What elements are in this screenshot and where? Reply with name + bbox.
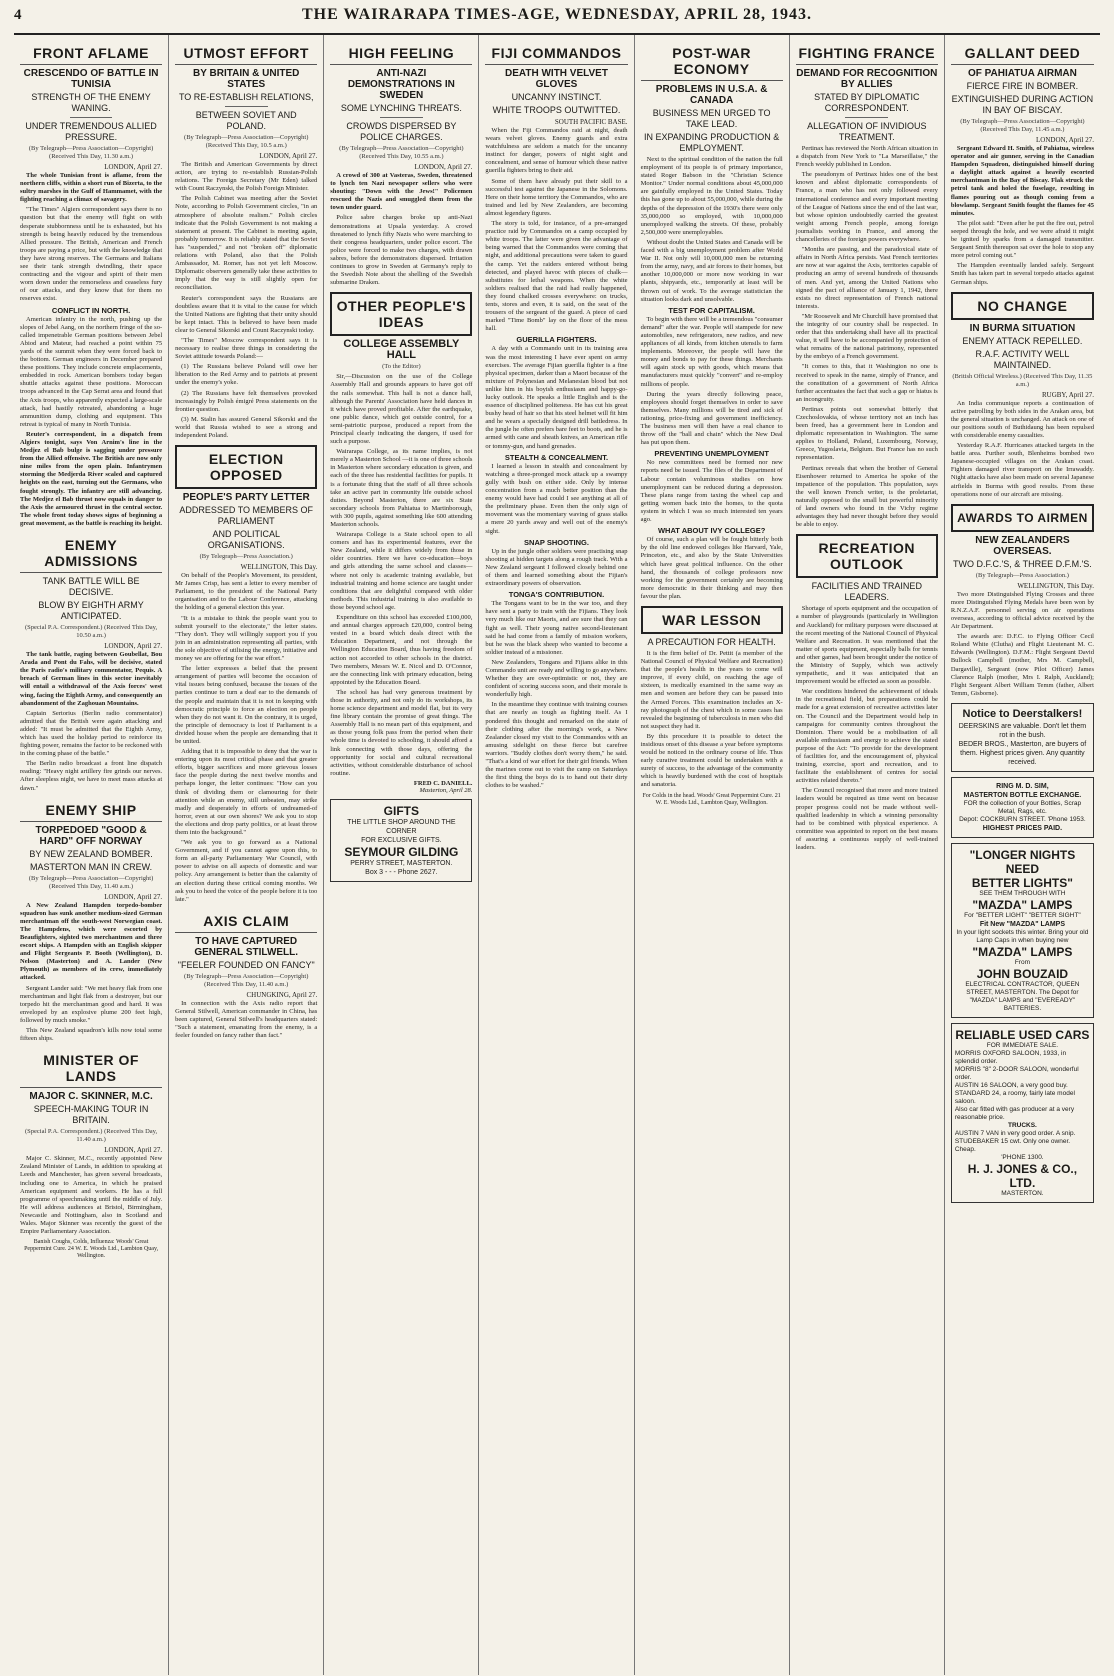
paragraph: During the years directly following peace, employees should forget themselves in order to save themselves. Many millions will be tired and sick of rationing, price-fixing and government inefficiency. The business men will then have a real chance to throw off the "ball and chain" which the New Deal has put upon them.: [640, 390, 783, 447]
deck: ALLEGATION OF INVIDIOUS TREATMENT.: [807, 121, 927, 142]
deck: STRENGTH OF THE ENEMY WANING.: [31, 92, 151, 113]
deck: TO RE-ESTABLISH RELATIONS,: [178, 92, 314, 102]
paragraph: Yesterday R.A.F. Hurricanes attacked targets in the battle area. Further south, Blenheims bombed two Japanese-occupied villages on the Arakan coast. Fighters damaged river transport on the Irrawaddy. Night attacks have also been made on several Japanese airfields in Burma with good results. From these operations none of our aircraft are missing.: [950, 442, 1094, 498]
ad-line: Depot: COCKBURN STREET. 'Phone 1953.: [959, 815, 1086, 823]
headline: FRONT AFLAME: [20, 41, 162, 65]
ad-item: AUSTIN 16 SALOON, a very good buy.: [954, 1081, 1068, 1089]
credit-line: (By Telegraph—Press Association.): [199, 553, 293, 561]
deck: DEATH WITH VELVET GLOVES: [505, 68, 608, 90]
article-recreation-outlook: [796, 534, 938, 852]
deck: TWO D.F.C.'S, & THREE D.F.M.'S.: [953, 558, 1092, 569]
ad-line: BEDER BROS., Masterton, are buyers of them. Highest prices given. Any quantity received.: [958, 740, 1087, 766]
paragraph: Up in the jungle other soldiers were practising snap shooting at hidden targets along a rough track. With a New Zealand sergeant I followed closely behind one of them and learned something about the Fijian's extraordinary powers of observation.: [485, 547, 628, 588]
column-2: [169, 35, 324, 1675]
ad-item: MORRIS OXFORD SALOON, 1933, in splendid order.: [954, 1049, 1067, 1065]
column-4: [479, 35, 634, 1675]
deck: MAJOR C. SKINNER, M.C.: [29, 1091, 153, 1103]
ad-mazda-lamps: [951, 843, 1094, 1018]
subheading: PREVENTING UNEMPLOYMENT: [654, 449, 769, 459]
article-body: [951, 591, 1094, 698]
paragraph: The whole Tunisian front is aflame, from the northern cliffs, within a short run of Bizerta, to the sultry marshes in the Gulf of Hammamet, with the fighting reaching a climax of savagery.: [20, 172, 163, 204]
subheading: TONGA'S CONTRIBUTION.: [508, 590, 605, 600]
deck: DEMAND FOR RECOGNITION BY ALLIES: [796, 68, 938, 90]
paragraph: Pertinax reveals that when the brother of General Eisenhower returned to America he spoke of the impatience of the population. This population, says the well known French writer, is the proletariat, naturally opposed to the small but powerful minority of land owners who found in the Vichy regime advantages they had never thought before they would be able to enjoy.: [795, 464, 938, 529]
ad-line: "MAZDA" LAMPS: [972, 897, 1073, 912]
article-body: [330, 373, 472, 778]
article-post-war-economy: [641, 41, 783, 601]
deck: EXTINGUISHED DURING ACTION IN BAY OF BISCAY.: [951, 94, 1094, 115]
paragraph: Of course, such a plan will be fought bitterly both by the old line endowed colleges like Harvard, Yale, Princeton, etc., and also by the State Universities which have great political influence. On the other hand, the thousands of college professors now working for the government certainly are becoming more democratic in their thinking and may then favour the plan.: [640, 536, 783, 600]
deck: FACILITIES AND TRAINED LEADERS.: [811, 581, 922, 603]
paragraph: "It comes to this, that it Washington no one is received to speak in the name, simply of France, and the constitution of a government of North Africa further accentuates the fact that such a gap or hiatus is an incongruity.: [795, 363, 938, 403]
paragraph: The pilot said: "Even after he put the fire out, petrol seeped through the hole, and we were afraid it might be ignited by sparks from a damaged transmitter. Sergeant Smith thereupon sat over the hole to stop any more petrol coming out.": [950, 219, 1094, 260]
deck: PEOPLE'S PARTY LETTER: [182, 492, 310, 504]
ad-title: RELIABLE USED CARS: [955, 1027, 1090, 1042]
article-body: [796, 145, 938, 529]
ad-line: FOR the collection of your Bottles, Scrap Metal, Rags, etc.: [963, 799, 1082, 815]
ad-line: For "BETTER LIGHT" "BETTER SIGHT": [964, 911, 1081, 919]
column-6: [790, 35, 945, 1675]
paragraph: This New Zealand squadron's kills now total some fifteen ships.: [20, 1027, 163, 1043]
article-enemy-ship: [20, 798, 162, 1044]
paragraph: "The Times" Moscow correspondent says it is necessary to realise three things in considering the Soviet attitude towards Poland:—: [175, 336, 318, 361]
ad-item: STUDEBAKER 15 cwt. Only one owner. Cheap.: [954, 1137, 1071, 1153]
ad-phone: Box 3 - - - Phone 2627.: [365, 868, 438, 876]
ad-business-name: H. J. JONES & CO., LTD.: [967, 1161, 1078, 1190]
ad-item: MORRIS "8" 2-DOOR SALOON, wonderful order.: [954, 1065, 1079, 1081]
paragraph: Reuter's correspondent, in a dispatch from Algiers tonight, says Von Arnim's line in the Medjez el Bab bulge is sagging under pressure from the Allied offensive. The British are now only nine miles from the open plain. Infantrymen storming the Medjerda River scaled and captured heights on the east, turning out the Germans, who fought strongly. The infantry are still advancing. The Medjez el Bab thrust now equals in danger to the Axis the armoured thrust in the central sector. The whole front today shows signs of beginning a great movement, as the battle is reaching its height.: [20, 430, 163, 527]
headline: NO CHANGE: [951, 292, 1094, 320]
article-high-feeling: [330, 41, 472, 287]
deck: BY NEW ZEALAND BOMBER.: [29, 848, 153, 859]
credit-line: (Special P.A. Correspondent.) (Received This Day, 11.40 a.m.): [25, 1128, 158, 1144]
paragraph: The Tongans want to be in the war too, and they have sent a party to train with the Fijians. They look very much like our Maoris, and are sure that they can fight as well. Their young native second-lieutenant said he had come from a family of mission workers, but he was the black sheep who wanted to become a soldier instead of a missioner.: [485, 600, 628, 656]
deck: TANK BATTLE WILL BE DECISIVE.: [42, 576, 140, 598]
article-body: [951, 145, 1094, 287]
paragraph: Sergeant Edward H. Smith, of Pahiatua, wireless operator and air gunner, serving in the Canadian Hampden Squadron, distinguished himself during a daylight attack against a heavily escorted merchantman in the Bay of Biscay. Flak struck the petrol tank and holed the fuselage, resulting in flames pouring out as though coming from a blowlamp. Sergeant Smith fought the flames for 45 minutes.: [950, 145, 1094, 217]
article-front-aflame: [20, 41, 162, 528]
ad-line: "MAZDA" LAMPS: [972, 944, 1073, 959]
ad-line: RING M. D. SIM,: [996, 782, 1049, 790]
ad-line: DEERSKINS are valuable. Don't let them rot in the bush.: [958, 722, 1087, 739]
column-3: [324, 35, 479, 1675]
article-body: [175, 572, 317, 904]
paragraph: Wairarapa College, as its name implies, is not merely a Masterton School —it is one of three schools in Masterton where secondary education is given, and each of the three has residential facilities for pupils. It is a fortunate thing that the staff of all three schools take an active part in community life outside school duties. Beyond Masterton, there are six State secondary schools from Pahiatua to Martinborough, with 300 pupils, against something like 600 attending Masterton schools.: [330, 448, 473, 528]
paragraph: War conditions hindered the achievement of ideals in the recreational field, but preparations could be made for a great extension of recreative activities later on. The Council and the Department would help in campaigns for community centres throughout the Dominion. There would be a mobilisation of all available enthusiasm and energy to achieve the stated purpose of the Act: "To provide for the development of facilities for, and the encouragement of, physical training, exercise, sport and recreation, and to facilitate the establishment of centres for social activities related thereto.": [795, 688, 938, 785]
deck: SOME LYNCHING THREATS.: [340, 103, 462, 113]
paragraph: Pertinax points out somewhat bitterly that Czechoslovakia, of whose territory not an inch has been freed, has a government here in London and diplomatic representation in Washington. The same applies to Holland, Poland, Luxembourg, Norway, Greece, Yugoslavia, Belgium. But France has no such representation.: [795, 405, 938, 462]
ad-line: NEED: [1005, 861, 1040, 876]
headline: WAR LESSON: [641, 606, 783, 634]
paragraph: The story is told, for instance, of a pre-arranged practice raid by Commandos on a camp occupied by white troops. The latter were given the advantage of being warned that the Commandos were coming that night, and additional precautions were taken to guard the camp. Yet the raiders entered without being detected, and played havoc with pieces of chalk—substitutes for lethal weapons. When the white soldiers realised that the raid had really happened, they found chalked crosses everywhere: on trucks, tents, stores and even, it is said, on the seat of the trousers of the sergeant of the guard. A piece of card marked "Time Bomb" lay on the floor of the mess hall.: [485, 220, 628, 333]
deck: R.A.F. ACTIVITY WELL MAINTAINED.: [975, 348, 1070, 370]
article-no-change: [951, 292, 1094, 499]
paragraph: Adding that it is impossible to deny that the war is entering upon its most critical phase and that greater efforts, bigger sacrifices and more grievous losses face the people during the next twelve months and perhaps longer, the letter continues: "How can you think of dividing them or clamouring for their attention while an enemy, still unbeaten, may strike madly and desperately in efforts of undreamed-of horror, even at our own shores? We ask you to stop the elections and drop party politics, or at least throw them into the background.": [175, 748, 318, 836]
ad-item: STANDARD 24, a roomy, fairly late model saloon.: [954, 1089, 1075, 1105]
ad-line: In your light sockets this winter. Bring your old Lamp Caps in when buying new: [956, 928, 1089, 944]
paragraph: When the Fiji Commandos raid at night, death wears velvet gloves. Enemy guards and extra watchfulness are seldom a match for the uncanny instinct for danger, powers of night sight and concealment, and sense of humour which these native guerilla fighters bring to their aid.: [485, 127, 628, 175]
ad-item: AUSTIN 7 VAN in very good order. A snip.: [954, 1129, 1076, 1137]
deck: ANTI-NAZI DEMONSTRATIONS IN SWEDEN: [347, 68, 455, 101]
paragraph: Some of them have already put their skill to a successful test against the Japanese in the Solomons. Here on their home territory the Commandos, who are trained and led by New Zealanders, are becoming almost legendary figures.: [485, 177, 628, 217]
deck: PROBLEMS IN U.S.A. & CANADA: [655, 84, 768, 106]
dateline: LONDON, April 27.: [414, 163, 473, 171]
credit-line: (Special P.A. Correspondent.) (Received This Day, 10.50 a.m.): [25, 624, 158, 640]
deck: "FEELER FOUNDED ON FANCY": [177, 959, 315, 970]
dateline: LONDON, April 27.: [1036, 136, 1094, 144]
article-body: [641, 650, 783, 790]
headline: UTMOST EFFORT: [175, 41, 317, 65]
paragraph: (3) M. Stalin has assured General Sikorski and the world that Russia wished to see a strong and independent Poland.: [175, 415, 318, 439]
paragraph: The awards are: D.F.C. to Flying Officer Cecil Roland White (Clutha) and Flight Lieutenant M. C. Edwards (Wellington). D.F.M.: Flight Sergeant David Bullock Campbell (mother, Mrs M. Campbell, Dargaville), Sergeant (now Pilot Officer) James Clarence Ralph (mother, Mrs I. Ralph, Auckland); Flight Sergeant Albert William Temm (father, Albert Temm, Gisborne).: [950, 633, 1094, 697]
deck: ADDRESSED TO MEMBERS OF PARLIAMENT: [179, 505, 314, 527]
paragraph: "Mr Roosevelt and Mr Churchill have promised that the integrity of our country shall be respected. In order that this undertaking shall have all its practical value, it will have to be accompanied by protection of what remains of the national patrimony, represented by the embryo of a French government.: [795, 312, 938, 361]
subheading: WHAT ABOUT IVY COLLEGE?: [657, 526, 766, 536]
article-body: [20, 651, 162, 793]
deck: ENEMY ATTACK REPELLED.: [962, 335, 1083, 346]
article-body: [20, 902, 162, 1044]
article-body: [20, 172, 162, 528]
paragraph: The British and American Governments by direct action, are trying to re-establish Russian-Polish relations. The Foreign Secretary (Mr Eden) talked with Count Raczynski, the Polish Foreign Minister.: [175, 161, 318, 193]
headline: POST-WAR ECONOMY: [641, 41, 783, 81]
dateline: LONDON, April 27.: [104, 163, 163, 171]
headline: OTHER PEOPLE'S IDEAS: [330, 292, 472, 336]
paragraph: "The Times" Algiers correspondent says there is no question but that the enemy will fight on with desperate stubbornness until he is exhausted, but his strength is being heavily reduced by the tremendous Allied pressure. The British, American and French troops are paying a price, but with the knowledge that they have strong reserves. The Germans and Italians see their tank strength dwindling, their space contracting and the vigour and spirit of their men worn down under the remorseless and ceaseless fury of our attacks, and they know that for them no reserves exist.: [20, 206, 163, 303]
article-enemy-admissions: [20, 533, 162, 793]
ad-line: Fit New "MAZDA" LAMPS: [979, 920, 1066, 928]
column-5: [635, 35, 790, 1675]
subheading: SNAP SHOOTING.: [524, 537, 589, 547]
deck: IN BURMA SITUATION: [969, 322, 1076, 334]
paragraph: New Zealanders, Tongans and Fijians alike in this Commando unit are ready and willing to go anywhere. Whether they are over-optimistic or not, they are confident of scoring success soon, and their morale is wonderfully high.: [485, 658, 628, 699]
paragraph: Without doubt the United States and Canada will be faced with a big unemployment problem after World War II. Not only will 10,000,000 men be returning from the army, navy, and air forces to their homes, but another 10,000,000 or more now working in war plants, shipyards, etc., temporarily at least will be thrown out of work. To the average statistician the situation looks dark and unsolvable.: [640, 238, 783, 303]
ad-deerstalkers: [951, 703, 1094, 772]
deck: IN EXPANDING PRODUCTION & EMPLOYMENT.: [643, 132, 780, 153]
paragraph: The Berlin radio broadcast a front line dispatch reading: "Heavy night artillery fire grinds our nerves. After sleepless night, we have to meet mass attacks at dawn.": [20, 760, 163, 792]
dateline: CHUNGKING, April 27.: [246, 990, 318, 999]
filler-ad: For Colds in the head. Woods' Great Peppermint Cure. 21 W. E. Woods Ltd., Lambton Quay, Wellington.: [642, 792, 781, 806]
credit-line: (By Telegraph—Press Association—Copyright) (Received This Day, 10.55 a.m.): [339, 145, 464, 160]
ad-item: Also car fitted with gas producer at a very reasonable price.: [954, 1105, 1075, 1121]
paragraph: In connection with the Axis radio report that General Stilwell, American commander in China, has been captured, General Stilwell's headquarters stated: "Such a statement, emanating from the enemy, is a feeler founded on fancy rather than fact.": [175, 999, 318, 1040]
ad-line: MASTERTON BOTTLE EXCHANGE.: [963, 791, 1082, 799]
paragraph: The Hampden eventually landed safely. Sergeant Smith has taken part in several torpedo attacks against German ships.: [950, 262, 1094, 286]
credit-line: (British Official Wireless.) (Received This Day, 11.35 a.m.): [952, 372, 1093, 388]
paragraph: A crowd of 300 at Vasteras, Sweden, threatened to lynch ten Nazi newspaper sellers who were shouting: "Down with the Jews!" Policemen rescued the Nazis and smuggled them from the town under guard.: [330, 172, 473, 212]
dateline: WELLINGTON, This Day.: [1017, 581, 1094, 590]
article-fiji-commandos: [485, 41, 627, 790]
dateline: LONDON, April 27.: [104, 892, 163, 901]
deck: CROWDS DISPERSED BY POLICE CHARGES.: [346, 121, 457, 142]
article-body: [20, 1155, 162, 1236]
credit-line: (By Telegraph—Press Association—Copyright) (Received This Day, 10.5 a.m.): [184, 134, 309, 149]
filler-ad: Banish Coughs, Colds, Influenza: Woods' Great Peppermint Cure. 24 W. E. Woods Ltd., Lambton Quay, Wellington.: [24, 1239, 159, 1260]
masthead-title: THE WAIRARAPA TIMES-AGE, WEDNESDAY, APRIL 28, 1943.: [301, 6, 813, 23]
paragraph: Pertinax has reviewed the North African situation in a dispatch from New York to "La Marseillaise," the French weekly published in London.: [795, 145, 938, 169]
paragraph: By this procedure it is possible to detect the insidious onset of this disease a year before symptoms would be noticed in the ordinary course of life. Thus early curative treatment could be undertaken with a surety of success, to the advantage of the community which is heavily burdened with the cost of hospitals and sanatoria.: [640, 732, 783, 789]
article-axis-claim: [175, 909, 317, 1040]
ad-bottle-exchange: [951, 777, 1094, 838]
paragraph: An India communique reports a continuation of active patrolling by both sides in the Arakan area, but the general situation is unchanged. An attack on one of our positions south of Buthidaung has been repulsed with considerable enemy casualties.: [950, 399, 1094, 439]
subheading: TEST FOR CAPITALISM.: [668, 305, 755, 315]
paragraph: American infantry in the north, pushing up the slopes of Jebel Aang, on the northern fringe of the so-called impenetrable German positions between Jebel Abiod and Mateur, had reached a point within 75 yards of the summit when they were forced back to the bottom. German engineers in December prepared these positions. They include concrete emplacements, embedded in rock. American bombers today began shuttle attacks against these positions. Moroccan troops advanced in the Cap Serrat area and found that the Axis troops, who apparently expected a large-scale attack, had hastily retreated, abandoning a huge ammunition dump, clothing and equipment. This retreat is typical of many in North Tunisia.: [20, 315, 163, 428]
headline: GALLANT DEED: [951, 41, 1094, 65]
deck: UNCANNY INSTINCT.: [511, 92, 602, 102]
headline: AWARDS TO AIRMEN: [951, 504, 1094, 532]
paragraph: Captain Sertorius (Berlin radio commentator) admitted that the British were again attacking and added: "It must be admitted that the Eighth Army, which has used the holiday period to reinforce its fighting power, remains the factor to be reckoned with in the coming phase of the battle.": [20, 709, 163, 758]
deck: BETWEEN SOVIET AND POLAND.: [195, 110, 297, 131]
ad-title: Notice to Deerstalkers!: [962, 707, 1083, 720]
deck: BY BRITAIN & UNITED STATES: [193, 68, 300, 90]
divider: [225, 106, 268, 107]
paragraph: I learned a lesson in stealth and concealment by watching a three-pronged mock attack up a swampy gully with bush on either side. Only by intense concentration from a much better position than the enemy would have had could I see anything at all of the preliminary phase. Even then the only sign of movement was the momentary waving of grass stalks a mere 20 yards away and well out of the enemy's sight.: [485, 462, 628, 535]
ad-line: "LONGER NIGHTS: [969, 847, 1076, 862]
article-body: [951, 400, 1094, 499]
credit-line: (By Telegraph—Press Association—Copyright) (Received This Day, 11.40 a.m.): [28, 874, 154, 890]
paragraph: Reuter's correspondent says the Russians are doubtless aware that it is vital to the cause for which the United Nations are fighting that their unity should be kept intact. This is believed to have been made clear to General Sikorski and Count Raczynski today.: [175, 294, 318, 334]
page-number: 4: [14, 7, 22, 23]
paragraph: In the meantime they continue with training courses that are nearly as tough as fighting itself. As I pondered this thought and remarked on the state of their clothing after the morning's work, a New Zealander closed my visit to the Commandos with an amusing sidelight on these fierce but carefree warriors. "Buddy clothes don't worry them," he said. "That's a kind of war effort for their girl friends. When the marines come out to visit the camp on Saturdays the first thing the boys do is to hand out their dirty clothes to be washed.": [485, 701, 628, 790]
ad-item: TRUCKS.: [1007, 1121, 1037, 1129]
paragraph: The pseudonym of Pertinax hides one of the best known and ablest diplomatic correspondents of France, a man who has not only followed every international conference and every important meeting of the League of Nations since the end of the last war, but whose opinion undoubtedly carried the greatest weight among French people, among foreign journalists working in France, and among the chancelleries of the foreign powers everywhere.: [795, 171, 938, 244]
subheading: STEALTH & CONCEALMENT.: [504, 452, 609, 462]
paragraph: Wairarapa College is a State school open to all comers and has its experimental features, ever the New Zealand, while it differs widely from those in older countries. Here we have co-education—boys and girls attending the same school and classes—where not only is academic training available, but industrial training and home science are taught under conditions that are delightful compared with older methods. This industrial training is also available to those beyond school age.: [330, 531, 473, 611]
headline: MINISTER OF LANDS: [20, 1048, 162, 1088]
dateline: RUGBY, April 27.: [1041, 390, 1094, 399]
deck: TORPEDOED "GOOD & HARD" OFF NORWAY: [35, 824, 147, 847]
paragraph: On behalf of the People's Movement, its president, Mr James Crisp, has sent a letter to every member of Parliament, to the president of the National Party organisation and to the Labour Conference, attacking the holding of a general election this year.: [175, 572, 318, 612]
credit-line: (By Telegraph—Press Association—Copyright) (Received This Day, 11.30 a.m.): [28, 145, 154, 160]
columns: [14, 35, 1100, 1675]
ad-line: HIGHEST PRICES PAID.: [982, 824, 1063, 832]
paragraph: Next to the spiritual condition of the nation the full employment of its people is of primary importance, stated Roger Babson in the "Christian Science Monitor." Under normal conditions about 45,000,000 are gainfully employed in the United States. Today this has gone up to about 55,000,000, while during the depths of the depression of the 1930's there were only 35,000,000 so employed, with 10,000,000 unemployed walking the streets. Of these, probably 2,500,000 were unemployables.: [640, 156, 783, 236]
paragraph: The tank battle, raging between Goubellat, Bou Arada and Pont du Fahs, will be decisive, stated the Paris radio's military commentator, Pequis. A breach of German lines in this sector inevitably will entail a withdrawal of the Axis forces' west wing, facing the Eighth Army, and consequently an abandonment of the Zaghouan Mountains.: [20, 651, 163, 707]
headline: HIGH FEELING: [330, 41, 472, 65]
to-editor-line: (To the Editor): [382, 363, 421, 371]
ad-line: BETTER LIGHTS": [971, 875, 1073, 890]
paragraph: The Council recognised that more and more trained leaders would be required as time went on because proper progress could not be made without well-qualified leadership in which a winning personality had to be combined with physical experience. A committee was appointed to report on the best means of assuring a continuous supply of well-trained leaders.: [795, 787, 938, 852]
headline: RECREATION OUTLOOK: [796, 534, 938, 578]
article-fighting-france: [796, 41, 938, 529]
subheading: GUERILLA FIGHTERS.: [516, 335, 597, 345]
credit-line: (By Telegraph—Press Association.): [975, 571, 1069, 579]
paragraph: The school has had very generous treatment by those in authority, and not only do its workshops, its home science department and model flat, but its very fine library contain the promise of great things. The Assembly Hall is no mean part of this equipment, and as those young folk pass from the period when their whole time is devoted to schooling, it should afford a link connecting with those days, offering the opportunity for social and cultural recreational activities, without considerable disturbance of school routine.: [330, 688, 473, 777]
article-body: [485, 127, 627, 790]
divider: [380, 117, 423, 118]
dateline: SOUTH PACIFIC BASE.: [554, 118, 628, 126]
article-body: [330, 172, 472, 287]
paragraph: Expenditure on this school has exceeded £100,000, and annual charges approach £20,000, control being vested in a board which deals direct with the Education Department, and not through the Wellington Education Board, thus having freedom of action not accorded to other schools in the district. Two members, Messrs W. E. Nicol and D. O'Connor, are the connecting link with primary education, being appointed by the Education Board.: [330, 614, 473, 686]
article-body: [175, 1000, 317, 1040]
ad-business-name: JOHN BOUZAID: [976, 966, 1069, 981]
deck: A PRECAUTION FOR HEALTH.: [647, 636, 776, 647]
paragraph: No new committees need be formed nor new reports need be issued. The files of the Department of Labour contain voluminous studies on how unemployment can be reduced during a depression. These plans range from taxing the wheel cap and getting women back into the homes, to the quota system in which I was so much interested ten years ago.: [640, 459, 783, 524]
article-body: [175, 161, 317, 440]
article-gallant-deed: [951, 41, 1094, 287]
ad-subtitle: FOR IMMEDIATE SALE.: [986, 1041, 1059, 1049]
article-body: [641, 156, 783, 601]
article-minister-lands: [20, 1048, 162, 1260]
deck: STATED BY DIPLOMATIC CORRESPONDENT.: [814, 92, 920, 113]
dateline: LONDON, April 27.: [104, 642, 163, 651]
deck: BUSINESS MEN URGED TO TAKE LEAD.: [652, 108, 771, 129]
deck: COLLEGE ASSEMBLY HALL: [343, 338, 460, 362]
ad-line: ELECTRICAL CONTRACTOR, QUEEN STREET, MASTERTON. The Depot for "MAZDA" LAMPS and "EVEREADY" BATTERIES.: [965, 980, 1080, 1012]
ad-used-cars: [951, 1023, 1094, 1203]
paragraph: Sir,—Discussion on the use of the College Assembly Hall and grounds appears to have got off the rails somewhat. This hall is not a dance hall, although the Parents' Association have held dances in it which have proved profitable. After the earthquake, one public dance, which got outside control, for a semi-patriotic purpose, produced a report from the Principal clearly indicating the dangers, if used for such a purpose.: [330, 373, 473, 446]
credit-line: (By Telegraph—Press Association—Copyright) (Received This Day, 11.45 a.m.): [960, 118, 1085, 133]
dateline: LONDON, April 27.: [104, 1146, 163, 1155]
deck: SPEECH-MAKING TOUR IN BRITAIN.: [33, 1104, 149, 1126]
paragraph: Police sabre charges broke up anti-Nazi demonstrations at Upsala yesterday. A crowd threatened to lynch fifty Nazis who were marching to their congress headquarters, under police escort. The police were forced to make two charges, with drawn sabres, before the demonstrators dispersed. Irritation continues to grow in Sweden at Germany's reply to the Swedish Note about the shelling of the Swedish submarine Draken.: [330, 214, 473, 287]
masthead: [14, 6, 1100, 35]
ad-line: FOR EXCLUSIVE GIFTS.: [361, 836, 442, 844]
subheading: CONFLICT IN NORTH.: [51, 305, 131, 315]
paragraph: The Polish Cabinet was meeting after the Soviet Note, according to Polish Government circles, "in an atmosphere of absolute realism." Polish circles indicate that the Polish Government is not making a statement at present. The Cabinet is meeting again, probably tomorrow. It is reliably stated that the Soviet has "suspended," and not "broken off" diplomatic relations with Poland, also that the Polish Ambassador, M. Romer, has not yet left Moscow. Diplomatic observers generally take these activities to imply that the way is still slightly open for reconciliation.: [175, 195, 318, 292]
article-war-lesson: [641, 606, 783, 807]
dateline: LONDON, April 27.: [259, 152, 318, 160]
article-other-peoples-ideas: [330, 292, 472, 794]
paragraph: A New Zealand Hampden torpedo-bomber squadron has sunk another medium-sized German merchantman off the south-west Norwegian coast. The Hampdens, which were escorted by Beaufighters, sighted two merchantmen and three escort ships. A Hampden with an English skipper and Flight Sergeants P. Booth (Wellington), D. Nelson (Masterton) and A. Lander (New Plymouth) as members of its crew, immediately attacked.: [20, 901, 163, 982]
ad-business-name: SEYMOUR GILDING: [344, 844, 459, 859]
headline: FIGHTING FRANCE: [796, 41, 938, 65]
paragraph: (2) The Russians have felt themselves provoked increasingly by Polish émigré Press statements on the frontier question.: [175, 389, 318, 413]
divider: [70, 117, 113, 118]
deck: CRESCENDO OF BATTLE IN TUNISIA: [23, 68, 159, 90]
deck: TO HAVE CAPTURED GENERAL STILWELL.: [194, 935, 299, 958]
article-awards-to-airmen: [951, 504, 1094, 698]
ad-line: THE LITTLE SHOP AROUND THE CORNER: [347, 818, 456, 835]
deck: MASTERTON MAN IN CREW.: [29, 861, 153, 872]
column-7: [945, 35, 1100, 1675]
paragraph: Sergeant Lander said: "We met heavy flak from one merchantman and light flak from a destroyer, but our torpedo hit the merchantman good and hard. It was enveloped by an explosive plume 200 feet high, followed by much smoke.": [20, 984, 163, 1024]
deck: OF PAHIATUA AIRMAN: [967, 68, 1077, 79]
paragraph: (1) The Russians believe Poland will owe her liberation to the Red Army and to patriots at present under the enemy's yoke.: [175, 363, 318, 387]
signature-place: Masterton, April 28.: [419, 786, 473, 794]
article-utmost-effort: [175, 41, 317, 440]
paragraph: It is the firm belief of Dr. Pettit (a member of the National Council of Physical Welfare and Recreation) that the people's health in the years to come will improve, if every child, on reaching the age of sixteen, is medically examined in the same way as men and women are before they can be passed into the Armed Forces. This examination includes an X-ray photograph of the chest which in some cases has revealed the beginning of tuberculosis in men who did not suspect they had it.: [640, 649, 783, 730]
ad-line: SEE THEM THROUGH WITH: [979, 889, 1066, 897]
ad-gifts: [330, 799, 472, 882]
ad-line: From: [1014, 958, 1030, 966]
deck: UNDER TREMENDOUS ALLIED PRESSURE.: [25, 121, 157, 142]
dateline: WELLINGTON, This Day.: [240, 563, 318, 572]
article-body: [796, 605, 938, 852]
deck: NEW ZEALANDERS OVERSEAS.: [975, 534, 1070, 557]
column-1: [14, 35, 169, 1675]
article-election-opposed: [175, 445, 317, 904]
deck: BLOW BY EIGHTH ARMY ANTICIPATED.: [38, 600, 144, 622]
headline: ELECTION OPPOSED: [175, 445, 317, 489]
headline: ENEMY ADMISSIONS: [20, 533, 162, 573]
deck: AND POLITICAL ORGANISATIONS.: [207, 529, 285, 551]
deck: WHITE TROOPS OUTWITTED.: [492, 105, 621, 115]
paragraph: "Months are passing, and the paradoxical state of affairs in North Africa persists. Vast French territories are now at war against the Axis, territories capable of producing an army of several hundreds of thousands of men. And yet, among the United Nations who signed the pact of alliance of January 1, 1942, there exists no direct representation of French national interests.: [795, 246, 938, 310]
paragraph: "It is a mistake to think the people want you to submit yourself to the electorate," the letter states. "They don't. They will willingly support you if you join in an administration representing all parties, with the sole objective of utilising the energy, initiative and money we are offering for the war effort.": [175, 614, 318, 663]
paragraph: Major C. Skinner, M.C., recently appointed New Zealand Minister of Lands, in addition to speaking at Leeds and Manchester, has given several broadcasts, including one to America, in which he praised American equipment and workers. He has a full programme of speechmaking until the middle of July. He will address audiences at Bristol, Birmingham, Newcastle and Nottingham, also in Scotland and Wales. Major Skinner was recently the guest of the Empire Parliamentary Association.: [20, 1155, 163, 1236]
ad-phone: 'PHONE 1300.: [1001, 1153, 1044, 1161]
paragraph: "We ask you to go forward as a National Government, and if you cannot agree upon this, to form an all-party Parliamentary War Council, with power to advise on all aspects of domestic and war policy. Any arrangement is better than the calamity of an election during these critical coming months. We ask you to heed the voice of the people before it is too late.": [175, 839, 318, 903]
paragraph: To begin with there will be a tremendous "consumer demand" after the war. People will stampede for new automobiles, new refrigerators, new radios, and new appliances of all kinds, from kitchen utensils to farm implements. Moreover, the people will have the money and bonds to pay for these things. Merchants will again stock up with goods, which means that manufacturers must quickly "convert" and re-employ millions of people.: [640, 315, 783, 388]
signature: FRED C. DANIELL.: [413, 779, 473, 787]
paragraph: A day with a Commando unit in its training area was the most interesting I have ever spent on army exercises. The average Fijian guerilla fighter is a fine physical specimen, darker than a Maori because of the mixture of Polynesian and Melanesian blood but not unlike him in his boyish enthusiasm and happy-go-lucky outlook. He speaks a little English and is the essence of disciplined politeness. He has cut his great bushy head of hair so that his steel helmet will fit him and he wears a specially designed drill battledress. In the jungle he often prefers bare feet to boots, and he is armed with cane and sheath knives, an American rifle or tommy-gun, and hand grenades.: [485, 345, 628, 450]
headline: ENEMY SHIP: [20, 798, 162, 822]
ad-town: MASTERTON.: [1001, 1189, 1044, 1197]
paragraph: Shortage of sports equipment and the occupation of a number of playgrounds (particularly in Wellington and Auckland) for military purposes were discussed at the recent meeting of the National Council of Physical Welfare and Recreation. It was mentioned that the matter of sports equipment, especially balls for tennis and other games, had been brought under the notice of the Ministry of Supply, which was actively sympathetic, and it was anticipated that an improvement would be effected as soon as possible.: [795, 605, 938, 686]
paragraph: Two more Distinguished Flying Crosses and three more Distinguished Flying Medals have been won by R.N.Z.A.F. personnel serving on air operations overseas, according to official advice received by the Air Department.: [950, 590, 1094, 631]
headline: FIJI COMMANDOS: [485, 41, 627, 65]
divider: [845, 117, 888, 118]
paragraph: The letter expresses a belief that the present arrangement of parties will become the occasion of vital issues being confused, because the issues of the parties continue to turn a deaf ear to the demands of the people and maintain that it is not in keeping with democratic principle to force an election on people when they do not want it. On the contrary, it is urged, the principle of democracy is lost if Parliament is a divided house when the people are demanding that it be united.: [175, 665, 318, 745]
ad-address: PERRY STREET, MASTERTON.: [350, 859, 453, 867]
credit-line: (By Telegraph—Press Association—Copyright) (Received This Day, 11.40 a.m.): [184, 972, 309, 988]
deck: FIERCE FIRE IN BOMBER.: [966, 81, 1079, 91]
ad-title: GIFTS: [383, 803, 420, 818]
headline: AXIS CLAIM: [175, 909, 317, 933]
